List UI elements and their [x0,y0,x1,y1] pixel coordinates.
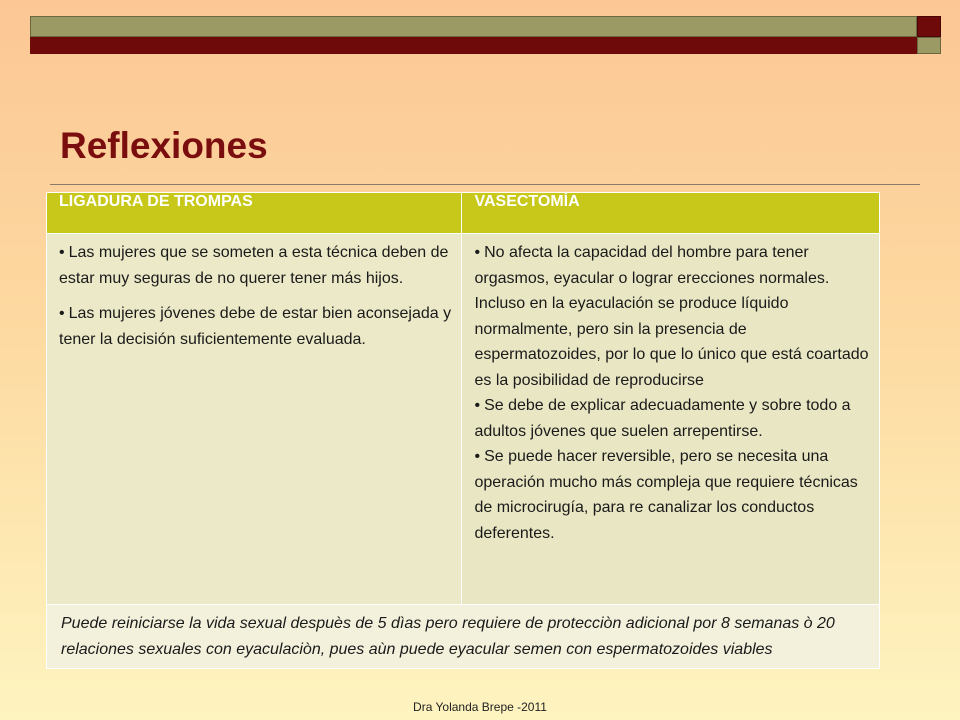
ligadura-bullet-1: • Las mujeres que se someten a esta técnica deben de estar muy seguras de no querer tener más hijos. [59,240,451,291]
comparison-table [46,192,880,669]
recovery-note: Puede reiniciarse la vida sexual despuès de 5 dìas pero requiere de protecciòn adicional por 8 semanas ò 20 relaciones sexuales con eyaculaciòn, pues aùn puede eyacular semen con espermatozoides viables [47,605,880,669]
top-decorative-band [30,16,941,54]
vasectomia-cell [462,234,880,605]
maroon-corner-square [917,16,941,37]
ligadura-bullet-2: • Las mujeres jóvenes debe de estar bien aconsejada y tener la decisión suficientemente evaluada. [59,301,451,352]
slide-title: Reflexiones [60,125,268,166]
vasectomia-bullet-1: • No afecta la capacidad del hombre para tener orgasmos, eyacular o lograr erecciones normales. Incluso en la eyaculación se produce líquido normalmente, pero sin la presencia de espermatozoides, por lo que lo único que está coartado es la posibilidad de reproducirse [474,240,869,393]
slide-footer: Dra Yolanda Brepe -2011 [413,700,547,714]
header-vasectomia: VASECTOMÍA [462,193,880,234]
ligadura-cell [47,234,462,605]
note-row [47,605,880,669]
vasectomia-bullet-2: • Se debe de explicar adecuadamente y sobre todo a adultos jóvenes que suelen arrepentirse. [474,393,869,444]
content-row [47,234,880,605]
olive-corner-square [917,37,941,54]
olive-band [30,16,917,37]
title-divider [50,184,920,185]
header-ligadura: LIGADURA DE TROMPAS [47,193,462,234]
vasectomia-bullet-3: • Se puede hacer reversible, pero se necesita una operación mucho más compleja que requiere técnicas de microcirugía, para re canalizar los conductos deferentes. [474,444,869,546]
header-row [47,193,880,234]
maroon-band [30,37,917,54]
